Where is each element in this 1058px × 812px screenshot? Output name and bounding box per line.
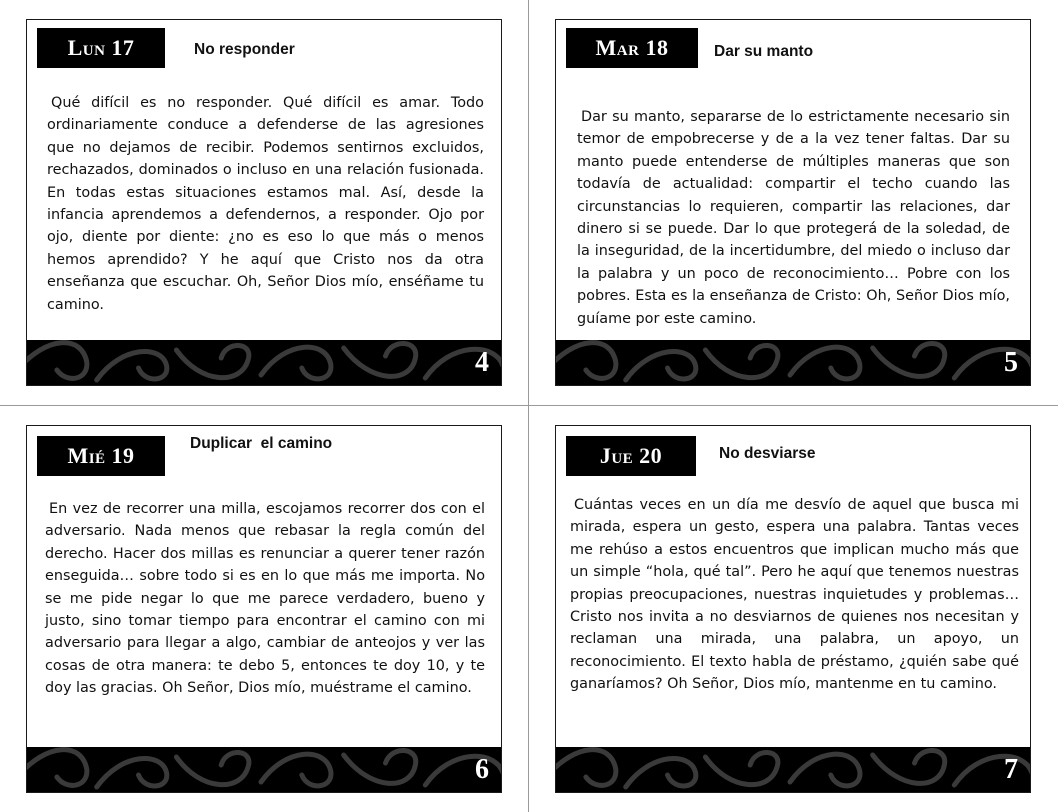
devotional-card-jue-20	[555, 425, 1031, 793]
devotional-card-mie-19	[26, 425, 502, 793]
page-number: 5	[1004, 347, 1018, 378]
day-badge	[37, 436, 165, 476]
page-number: 7	[1004, 754, 1018, 785]
ornament-band	[27, 747, 501, 792]
ornament-pattern	[27, 340, 501, 385]
day-label: Mar 18	[595, 35, 669, 60]
day-label: Lun 17	[67, 35, 135, 60]
day-label: Jue 20	[599, 443, 663, 468]
page-number: 4	[475, 347, 489, 378]
card-title: Duplicar el camino	[190, 435, 333, 452]
devotional-card-lun-17	[26, 19, 502, 386]
cut-line-vertical	[528, 0, 529, 812]
ornament-pattern	[556, 340, 1030, 385]
card-title: No responder	[194, 41, 295, 58]
cut-line-horizontal	[0, 405, 1058, 406]
day-badge	[566, 28, 698, 68]
ornament-band	[556, 340, 1030, 385]
card-body-text: En vez de recorrer una milla, escojamos recorrer dos con el adversario. Nada menos que rebasar la regla común del derecho. Hacer dos millas es renunciar a querer tener razón enseguida… sobre todo si es en lo que más me importa. No se me pide negar lo que me parece verdadero, bueno y justo, sino tomar tiempo para encontrar el camino con mi adversario para llegar a algo, cambiar de anteojos y ver las cosas de otra manera: te debo 5, entonces te doy 10, y te doy las gracias. Oh Señor, Dios mío, muéstrame el camino.	[45, 501, 485, 697]
page-number: 6	[475, 754, 489, 785]
card-title: Dar su manto	[714, 43, 814, 60]
day-badge	[566, 436, 696, 476]
card-body-text: Cuántas veces en un día me desvío de aquel que busca mi mirada, espera un gesto, espera una palabra. Tantas veces me rehúso a estos encuentros que implican mucho más que un simple “hola, qué tal”. Pero he aquí que tenemos nuestras propias preocupaciones, nuestras inquietudes y problemas… Cristo nos invita a no desviarnos de quienes nos necesitan y reclaman una mirada, una palabra, un apoyo, un reconocimiento. El texto habla de préstamo, ¿quién sabe qué ganaríamos? Oh Señor, Dios mío, mantenme en tu camino.	[570, 497, 1019, 693]
day-badge	[37, 28, 165, 68]
ornament-pattern	[27, 747, 501, 792]
card-body-text: Qué difícil es no responder. Qué difícil es amar. Todo ordinariamente conduce a defenderse de las agresiones que no dejamos de recibir. Podemos sentirnos excluidos, rechazados, dominados o incluso en una relación fusionada. En todas estas situaciones estamos mal. Así, desde la infancia aprendemos a defendernos, a responder. Ojo por ojo, diente por diente: ¿no es eso lo que más o menos hemos aprendido? Y he aquí que Cristo nos da otra enseñanza que escuchar. Oh, Señor Dios mío, enséñame tu camino.	[47, 95, 484, 313]
ornament-pattern	[556, 747, 1030, 792]
card-title: No desviarse	[719, 445, 816, 462]
ornament-band	[556, 747, 1030, 792]
day-label: Mié 19	[67, 443, 135, 468]
card-body-text: Dar su manto, separarse de lo estrictamente necesario sin temor de empobrecerse y de a la vez tener faltas. Dar su manto puede entenderse de múltiples maneras que son todavía de actualidad: compartir el techo cuando las circunstancias lo requieren, compartir las relaciones, dar dinero si se puede. Dar lo que protegerá de la soledad, de la inseguridad, de la incertidumbre, del miedo o incluso dar la palabra y un poco de reconocimiento… Pobre con los pobres. Esta es la enseñanza de Cristo: Oh, Señor Dios mío, guíame por este camino.	[577, 109, 1010, 327]
devotional-card-mar-18	[555, 19, 1031, 386]
ornament-band	[27, 340, 501, 385]
